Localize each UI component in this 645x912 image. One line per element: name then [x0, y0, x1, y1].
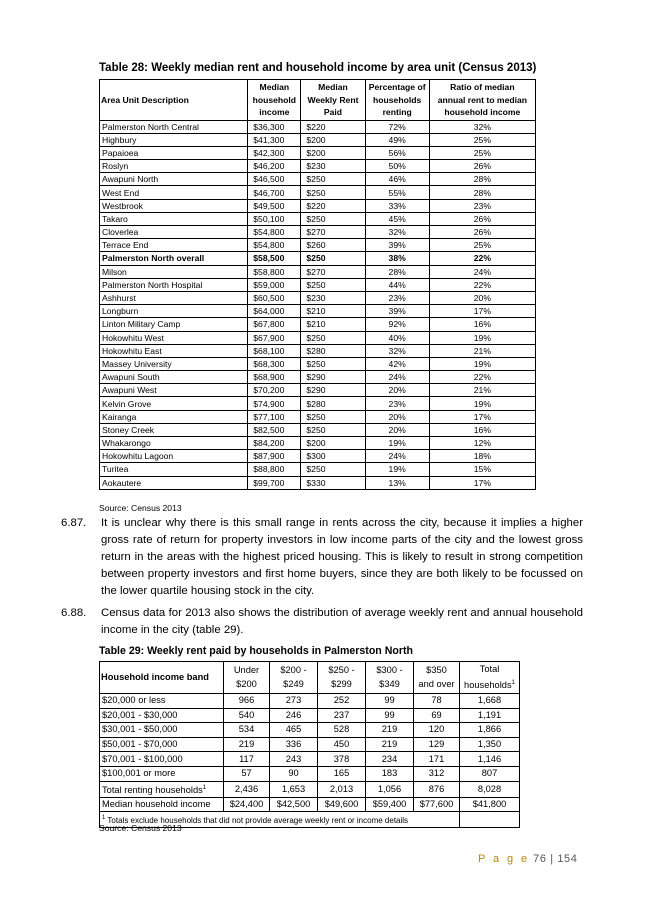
table28-row	[100, 133, 536, 146]
table28-row	[100, 318, 536, 331]
cell-ratio: 26%	[429, 160, 535, 173]
cell-ratio: 19%	[429, 397, 535, 410]
table28-row	[100, 265, 536, 278]
header-300-349: $300 - $349	[366, 662, 414, 694]
cell-300-349: 99	[366, 708, 414, 723]
cell-pct-renting: 72%	[365, 120, 429, 133]
header-pct-renting: Percentage of households renting	[365, 80, 429, 121]
cell-250-299: 165	[318, 766, 366, 781]
table29-header-row	[100, 662, 520, 694]
table28-row	[100, 239, 536, 252]
cell-total: 1,668	[460, 694, 520, 709]
cell-income: $46,500	[248, 173, 301, 186]
cell-ratio: 21%	[429, 344, 535, 357]
table28-row	[100, 397, 536, 410]
cell-pct-renting: 39%	[365, 239, 429, 252]
cell-250-299: 2,013	[318, 781, 366, 797]
cell-ratio: 21%	[429, 384, 535, 397]
cell-ratio: 17%	[429, 305, 535, 318]
cell-ratio: 19%	[429, 331, 535, 344]
table28-row	[100, 423, 536, 436]
cell-pct-renting: 23%	[365, 397, 429, 410]
cell-ratio: 22%	[429, 252, 535, 265]
cell-income: $84,200	[248, 437, 301, 450]
cell-income-band: $70,001 - $100,000	[100, 752, 224, 767]
cell-ratio: 17%	[429, 476, 535, 489]
cell-rent: $250	[301, 357, 365, 370]
cell-200-249: 1,653	[270, 781, 318, 797]
cell-rent: $250	[301, 173, 365, 186]
cell-350-over: 171	[414, 752, 460, 767]
header-under-200: Under $200	[224, 662, 270, 694]
table29-median-row	[100, 797, 520, 812]
cell-200-249: 465	[270, 723, 318, 738]
cell-pct-renting: 20%	[365, 384, 429, 397]
cell-ratio: 24%	[429, 265, 535, 278]
cell-300-349: 183	[366, 766, 414, 781]
cell-area-unit: Turitea	[100, 463, 248, 476]
table28-row	[100, 173, 536, 186]
cell-pct-renting: 56%	[365, 146, 429, 159]
cell-rent: $280	[301, 344, 365, 357]
cell-income-band: Median household income	[100, 797, 224, 812]
cell-ratio: 18%	[429, 450, 535, 463]
cell-area-unit: Linton Military Camp	[100, 318, 248, 331]
header-median-income: Median household income	[248, 80, 301, 121]
cell-income: $67,900	[248, 331, 301, 344]
cell-200-249: 336	[270, 737, 318, 752]
header-median-rent: Median Weekly Rent Paid	[301, 80, 365, 121]
cell-ratio: 12%	[429, 437, 535, 450]
cell-pct-renting: 28%	[365, 265, 429, 278]
table29-source: Source: Census 2013	[99, 823, 182, 833]
cell-rent: $230	[301, 291, 365, 304]
cell-ratio: 32%	[429, 120, 535, 133]
cell-rent: $280	[301, 397, 365, 410]
table28-header-row	[100, 80, 536, 121]
cell-income: $68,300	[248, 357, 301, 370]
table28-row	[100, 120, 536, 133]
paragraph-6-88	[61, 605, 583, 639]
cell-income-band: $20,000 or less	[100, 694, 224, 709]
cell-area-unit: Cloverlea	[100, 226, 248, 239]
cell-area-unit: Longburn	[100, 305, 248, 318]
cell-pct-renting: 50%	[365, 160, 429, 173]
cell-ratio: 22%	[429, 371, 535, 384]
cell-under-200: 534	[224, 723, 270, 738]
table29-footnote: $^1$ Totals exclude households that did not provide average weekly rent or income details	[100, 812, 460, 828]
cell-area-unit: Takaro	[100, 212, 248, 225]
table29-row	[100, 723, 520, 738]
cell-300-349: $59,400	[366, 797, 414, 812]
cell-pct-renting: 32%	[365, 344, 429, 357]
cell-rent: $330	[301, 476, 365, 489]
cell-200-249: 273	[270, 694, 318, 709]
header-area-unit: Area Unit Description	[100, 80, 248, 121]
table28-row	[100, 186, 536, 199]
cell-rent: $270	[301, 226, 365, 239]
cell-pct-renting: 24%	[365, 371, 429, 384]
cell-pct-renting: 44%	[365, 278, 429, 291]
cell-area-unit: Awapuni North	[100, 173, 248, 186]
table29-row	[100, 737, 520, 752]
cell-ratio: 25%	[429, 133, 535, 146]
cell-total: $41,800	[460, 797, 520, 812]
cell-300-349: 219	[366, 723, 414, 738]
cell-area-unit: West End	[100, 186, 248, 199]
cell-350-over: 78	[414, 694, 460, 709]
cell-income-band: $100,001 or more	[100, 766, 224, 781]
cell-pct-renting: 23%	[365, 291, 429, 304]
cell-pct-renting: 46%	[365, 173, 429, 186]
cell-rent: $250	[301, 410, 365, 423]
page-total: 154	[557, 853, 578, 865]
table29-footnote-empty	[460, 812, 520, 828]
cell-350-over: $77,600	[414, 797, 460, 812]
cell-ratio: 16%	[429, 318, 535, 331]
cell-area-unit: Whakarongo	[100, 437, 248, 450]
cell-pct-renting: 24%	[365, 450, 429, 463]
cell-350-over: 129	[414, 737, 460, 752]
cell-area-unit: Milson	[100, 265, 248, 278]
cell-pct-renting: 20%	[365, 410, 429, 423]
cell-200-249: 90	[270, 766, 318, 781]
cell-rent: $250	[301, 331, 365, 344]
cell-area-unit: Massey University	[100, 357, 248, 370]
cell-rent: $250	[301, 186, 365, 199]
table29	[99, 661, 520, 828]
cell-rent: $300	[301, 450, 365, 463]
cell-ratio: 26%	[429, 226, 535, 239]
paragraph-number: 6.88.	[61, 607, 87, 619]
cell-ratio: 17%	[429, 410, 535, 423]
cell-income: $82,500	[248, 423, 301, 436]
cell-rent: $200	[301, 146, 365, 159]
cell-rent: $200	[301, 437, 365, 450]
cell-income: $74,900	[248, 397, 301, 410]
cell-under-200: 57	[224, 766, 270, 781]
cell-income: $99,700	[248, 476, 301, 489]
cell-income: $54,800	[248, 226, 301, 239]
cell-300-349: 1,056	[366, 781, 414, 797]
cell-pct-renting: 13%	[365, 476, 429, 489]
cell-area-unit: Terrace End	[100, 239, 248, 252]
cell-250-299: 378	[318, 752, 366, 767]
table28-row	[100, 331, 536, 344]
cell-under-200: $24,400	[224, 797, 270, 812]
cell-income: $64,000	[248, 305, 301, 318]
cell-total: 1,146	[460, 752, 520, 767]
header-200-249: $200 - $249	[270, 662, 318, 694]
cell-income: $58,800	[248, 265, 301, 278]
table28-row	[100, 357, 536, 370]
cell-rent: $290	[301, 371, 365, 384]
cell-income-band: Total renting households$^1$	[100, 781, 224, 797]
cell-income: $58,500	[248, 252, 301, 265]
cell-rent: $210	[301, 305, 365, 318]
cell-ratio: 16%	[429, 423, 535, 436]
cell-area-unit: Palmerston North overall	[100, 252, 248, 265]
cell-pct-renting: 19%	[365, 437, 429, 450]
header-ratio: Ratio of median annual rent to median household income	[429, 80, 535, 121]
table29-title: Table 29: Weekly rent paid by households in Palmerston North	[99, 645, 413, 657]
cell-ratio: 19%	[429, 357, 535, 370]
paragraph-number: 6.87.	[61, 517, 87, 529]
header-350-over: $350 and over	[414, 662, 460, 694]
paragraph-text: It is unclear why there is this small range in rents across the city, because it implies a higher gross rate of return for property investors in low income parts of the city and the lowest gross return in the areas with the highest priced housing. This is likely to result in strong competition between property investors and first home buyers, since they are both likely to be focussed on the lower quartile housing stock in the city.	[101, 517, 583, 597]
header-total-households: Total households$^1$	[460, 662, 520, 694]
cell-200-249: 243	[270, 752, 318, 767]
table29-row	[100, 694, 520, 709]
table28-row	[100, 437, 536, 450]
cell-income: $70,200	[248, 384, 301, 397]
cell-income: $54,800	[248, 239, 301, 252]
cell-area-unit: Awapuni South	[100, 371, 248, 384]
table29-row	[100, 752, 520, 767]
cell-rent: $250	[301, 278, 365, 291]
page-footer	[478, 853, 578, 865]
cell-350-over: 120	[414, 723, 460, 738]
table28-row	[100, 305, 536, 318]
cell-pct-renting: 92%	[365, 318, 429, 331]
cell-ratio: 28%	[429, 173, 535, 186]
cell-pct-renting: 42%	[365, 357, 429, 370]
cell-350-over: 312	[414, 766, 460, 781]
cell-total: 1,866	[460, 723, 520, 738]
cell-income: $68,100	[248, 344, 301, 357]
header-income-band: Household income band	[100, 662, 224, 694]
cell-under-200: 219	[224, 737, 270, 752]
cell-rent: $210	[301, 318, 365, 331]
cell-area-unit: Kelvin Grove	[100, 397, 248, 410]
table28-row	[100, 476, 536, 489]
cell-pct-renting: 19%	[365, 463, 429, 476]
cell-area-unit: Papaioea	[100, 146, 248, 159]
cell-income: $46,200	[248, 160, 301, 173]
table28-row	[100, 371, 536, 384]
page-label: P a g e	[478, 853, 530, 865]
cell-pct-renting: 39%	[365, 305, 429, 318]
cell-income-band: $30,001 - $50,000	[100, 723, 224, 738]
cell-under-200: 540	[224, 708, 270, 723]
cell-income-band: $50,001 - $70,000	[100, 737, 224, 752]
cell-rent: $220	[301, 199, 365, 212]
cell-pct-renting: 45%	[365, 212, 429, 225]
cell-area-unit: Aokautere	[100, 476, 248, 489]
cell-income: $60,500	[248, 291, 301, 304]
cell-300-349: 99	[366, 694, 414, 709]
paragraph-6-87	[61, 515, 583, 600]
table28-row	[100, 450, 536, 463]
table28-row	[100, 463, 536, 476]
cell-rent: $290	[301, 384, 365, 397]
cell-area-unit: Hokowhitu East	[100, 344, 248, 357]
table28-row	[100, 199, 536, 212]
cell-income: $41,300	[248, 133, 301, 146]
table28-row	[100, 291, 536, 304]
cell-income: $88,800	[248, 463, 301, 476]
table28-row	[100, 278, 536, 291]
table28-row	[100, 146, 536, 159]
cell-pct-renting: 40%	[365, 331, 429, 344]
table28-row	[100, 252, 536, 265]
cell-area-unit: Hokowhitu West	[100, 331, 248, 344]
cell-pct-renting: 20%	[365, 423, 429, 436]
cell-250-299: 237	[318, 708, 366, 723]
cell-under-200: 117	[224, 752, 270, 767]
cell-200-249: $42,500	[270, 797, 318, 812]
cell-rent: $260	[301, 239, 365, 252]
cell-350-over: 69	[414, 708, 460, 723]
cell-area-unit: Palmerston North Hospital	[100, 278, 248, 291]
cell-250-299: $49,600	[318, 797, 366, 812]
header-250-299: $250 - $299	[318, 662, 366, 694]
cell-rent: $230	[301, 160, 365, 173]
table28	[99, 79, 536, 490]
cell-pct-renting: 38%	[365, 252, 429, 265]
cell-area-unit: Palmerston North Central	[100, 120, 248, 133]
cell-rent: $250	[301, 252, 365, 265]
cell-income: $36,300	[248, 120, 301, 133]
cell-ratio: 25%	[429, 146, 535, 159]
cell-ratio: 23%	[429, 199, 535, 212]
table28-row	[100, 212, 536, 225]
cell-ratio: 28%	[429, 186, 535, 199]
cell-rent: $250	[301, 423, 365, 436]
cell-area-unit: Roslyn	[100, 160, 248, 173]
cell-ratio: 20%	[429, 291, 535, 304]
cell-ratio: 22%	[429, 278, 535, 291]
paragraph-text: Census data for 2013 also shows the distribution of average weekly rent and annual household income in the city (table 29).	[101, 607, 583, 636]
cell-rent: $250	[301, 463, 365, 476]
cell-income: $67,800	[248, 318, 301, 331]
page-separator: |	[550, 853, 554, 865]
cell-pct-renting: 49%	[365, 133, 429, 146]
table28-source: Source: Census 2013	[99, 503, 182, 513]
page-number: 76	[533, 853, 547, 865]
cell-income: $77,100	[248, 410, 301, 423]
cell-income: $68,900	[248, 371, 301, 384]
cell-under-200: 966	[224, 694, 270, 709]
cell-income: $46,700	[248, 186, 301, 199]
cell-total: 8,028	[460, 781, 520, 797]
cell-pct-renting: 33%	[365, 199, 429, 212]
cell-300-349: 234	[366, 752, 414, 767]
table28-row	[100, 410, 536, 423]
cell-area-unit: Westbrook	[100, 199, 248, 212]
cell-under-200: 2,436	[224, 781, 270, 797]
table28-title: Table 28: Weekly median rent and household income by area unit (Census 2013)	[99, 62, 537, 74]
cell-area-unit: Hokowhitu Lagoon	[100, 450, 248, 463]
cell-rent: $250	[301, 212, 365, 225]
cell-total: 1,191	[460, 708, 520, 723]
cell-income: $50,100	[248, 212, 301, 225]
cell-ratio: 25%	[429, 239, 535, 252]
cell-income: $87,900	[248, 450, 301, 463]
cell-250-299: 528	[318, 723, 366, 738]
table28-row	[100, 344, 536, 357]
table28-row	[100, 226, 536, 239]
cell-income-band: $20,001 - $30,000	[100, 708, 224, 723]
cell-total: 1,350	[460, 737, 520, 752]
cell-total: 807	[460, 766, 520, 781]
cell-area-unit: Ashhurst	[100, 291, 248, 304]
cell-250-299: 450	[318, 737, 366, 752]
cell-area-unit: Kairanga	[100, 410, 248, 423]
cell-350-over: 876	[414, 781, 460, 797]
table28-row	[100, 160, 536, 173]
table29-row	[100, 766, 520, 781]
cell-rent: $200	[301, 133, 365, 146]
cell-250-299: 252	[318, 694, 366, 709]
cell-area-unit: Stoney Creek	[100, 423, 248, 436]
cell-pct-renting: 32%	[365, 226, 429, 239]
cell-pct-renting: 55%	[365, 186, 429, 199]
cell-area-unit: Awapuni West	[100, 384, 248, 397]
cell-ratio: 15%	[429, 463, 535, 476]
table29-total-row	[100, 781, 520, 797]
cell-ratio: 26%	[429, 212, 535, 225]
cell-area-unit: Highbury	[100, 133, 248, 146]
table29-row	[100, 708, 520, 723]
cell-income: $59,000	[248, 278, 301, 291]
cell-300-349: 219	[366, 737, 414, 752]
table28-row	[100, 384, 536, 397]
cell-income: $49,500	[248, 199, 301, 212]
cell-200-249: 246	[270, 708, 318, 723]
cell-income: $42,300	[248, 146, 301, 159]
cell-rent: $220	[301, 120, 365, 133]
cell-rent: $270	[301, 265, 365, 278]
